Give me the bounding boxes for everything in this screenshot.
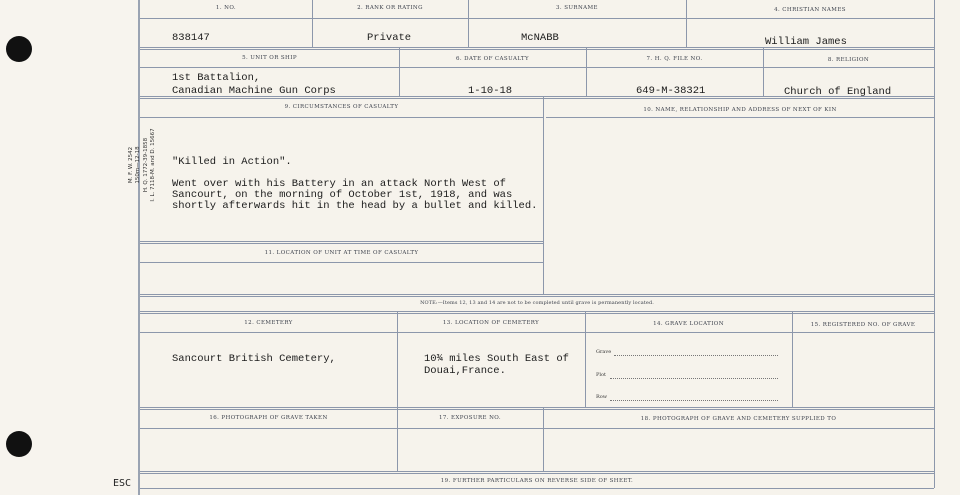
label-hq-file: 7. H. Q. FILE NO. <box>646 56 703 62</box>
rule <box>140 488 934 489</box>
rule <box>586 47 587 96</box>
rule <box>140 241 543 244</box>
plot-field-label: Plot <box>596 372 606 378</box>
note-text: NOTE:—Items 12, 13 and 14 are not to be completed until grave is permanently located. <box>420 300 654 306</box>
rule <box>140 262 543 263</box>
label-christian-names: 4. CHRISTIAN NAMES <box>774 7 846 13</box>
label-grave-location: 14. GRAVE LOCATION <box>653 321 724 327</box>
rule <box>140 117 543 118</box>
circumstances-line-2: Went over with his Battery in an attack North West of <box>172 178 506 190</box>
rule <box>140 332 934 333</box>
form-code-line: M. F. W. 2542 <box>128 146 134 184</box>
date-value: 1-10-18 <box>468 85 513 97</box>
label-registered-no: 15. REGISTERED NO. OF GRAVE <box>810 322 916 328</box>
cemetery-value: Sancourt British Cemetery, <box>172 353 336 365</box>
rule <box>546 117 934 118</box>
rank-value: Private <box>367 32 412 44</box>
service-number: 838147 <box>172 32 210 44</box>
form-print-code <box>128 115 156 215</box>
hq-file-value: 649-M-38321 <box>636 85 706 97</box>
circumstances-line-4: shortly afterwards hit in the head by a bullet and killed. <box>172 200 538 212</box>
location-of-cemetery-line-2: Douai,France. <box>424 365 506 377</box>
label-photograph-supplied: 18. PHOTOGRAPH OF GRAVE AND CEMETERY SUPPLIED TO <box>640 416 837 422</box>
rule <box>140 428 934 429</box>
grave-field-label: Grave <box>596 349 612 355</box>
label-location-of-cemetery: 13. LOCATION OF CEMETERY <box>442 320 540 326</box>
location-of-cemetery-line-1: 10¾ miles South East of <box>424 353 569 365</box>
rule <box>140 294 934 297</box>
form-code-line: I. L. 7118-M. and D. 15667 <box>149 128 156 202</box>
row-field-label: Row <box>596 394 608 400</box>
rule <box>140 67 934 68</box>
rule <box>399 47 400 96</box>
label-no: 1. NO. <box>215 5 237 11</box>
left-margin <box>0 0 156 495</box>
surname-value: McNABB <box>521 32 559 44</box>
rule <box>397 311 398 472</box>
punch-hole-top <box>6 36 32 62</box>
row-dotted-line <box>610 400 778 401</box>
label-next-of-kin: 10. NAME, RELATIONSHIP AND ADDRESS OF NEXT OF KIN <box>643 107 837 113</box>
rule <box>934 0 935 488</box>
label-date: 6. DATE OF CASUALTY <box>455 56 530 62</box>
religion-value: Church of England <box>784 86 892 98</box>
rule <box>140 407 934 410</box>
christian-names-value: William James <box>765 36 847 48</box>
rule <box>140 18 934 19</box>
label-unit: 5. UNIT OR SHIP <box>242 55 297 61</box>
label-location-of-unit: 11. LOCATION OF UNIT AT TIME OF CASUALTY <box>264 250 419 256</box>
label-cemetery: 12. CEMETERY <box>244 320 293 326</box>
grave-dotted-line <box>614 355 778 356</box>
form-code-line: 150m—12-18 <box>135 146 142 184</box>
plot-dotted-line <box>610 378 778 379</box>
label-circumstances: 9. CIRCUMSTANCES OF CASUALTY <box>284 104 399 110</box>
label-exposure-no: 17. EXPOSURE NO. <box>438 415 502 421</box>
unit-line-2: Canadian Machine Gun Corps <box>172 85 336 97</box>
label-rank: 2. RANK OR RATING <box>357 5 423 11</box>
unit-line-1: 1st Battalion, <box>172 72 261 84</box>
label-photograph-taken: 16. PHOTOGRAPH OF GRAVE TAKEN <box>209 415 328 421</box>
circumstances-line-1: "Killed in Action". <box>172 156 292 168</box>
label-surname: 3. SURNAME <box>556 5 598 11</box>
circumstances-line-3: Sancourt, on the morning of October 1st, 1918, and was <box>172 189 513 201</box>
footer-code: ESC <box>113 478 132 489</box>
rule <box>140 311 934 314</box>
punch-hole-bottom <box>6 431 32 457</box>
label-further-particulars: 19. FURTHER PARTICULARS ON REVERSE SIDE OF SHEET. <box>440 478 634 484</box>
form-code-line: H. Q. 1772-39-1858 <box>142 137 149 193</box>
rule <box>140 471 934 474</box>
rule <box>543 96 544 294</box>
rule <box>763 47 764 96</box>
label-religion: 8. RELIGION <box>827 57 870 63</box>
